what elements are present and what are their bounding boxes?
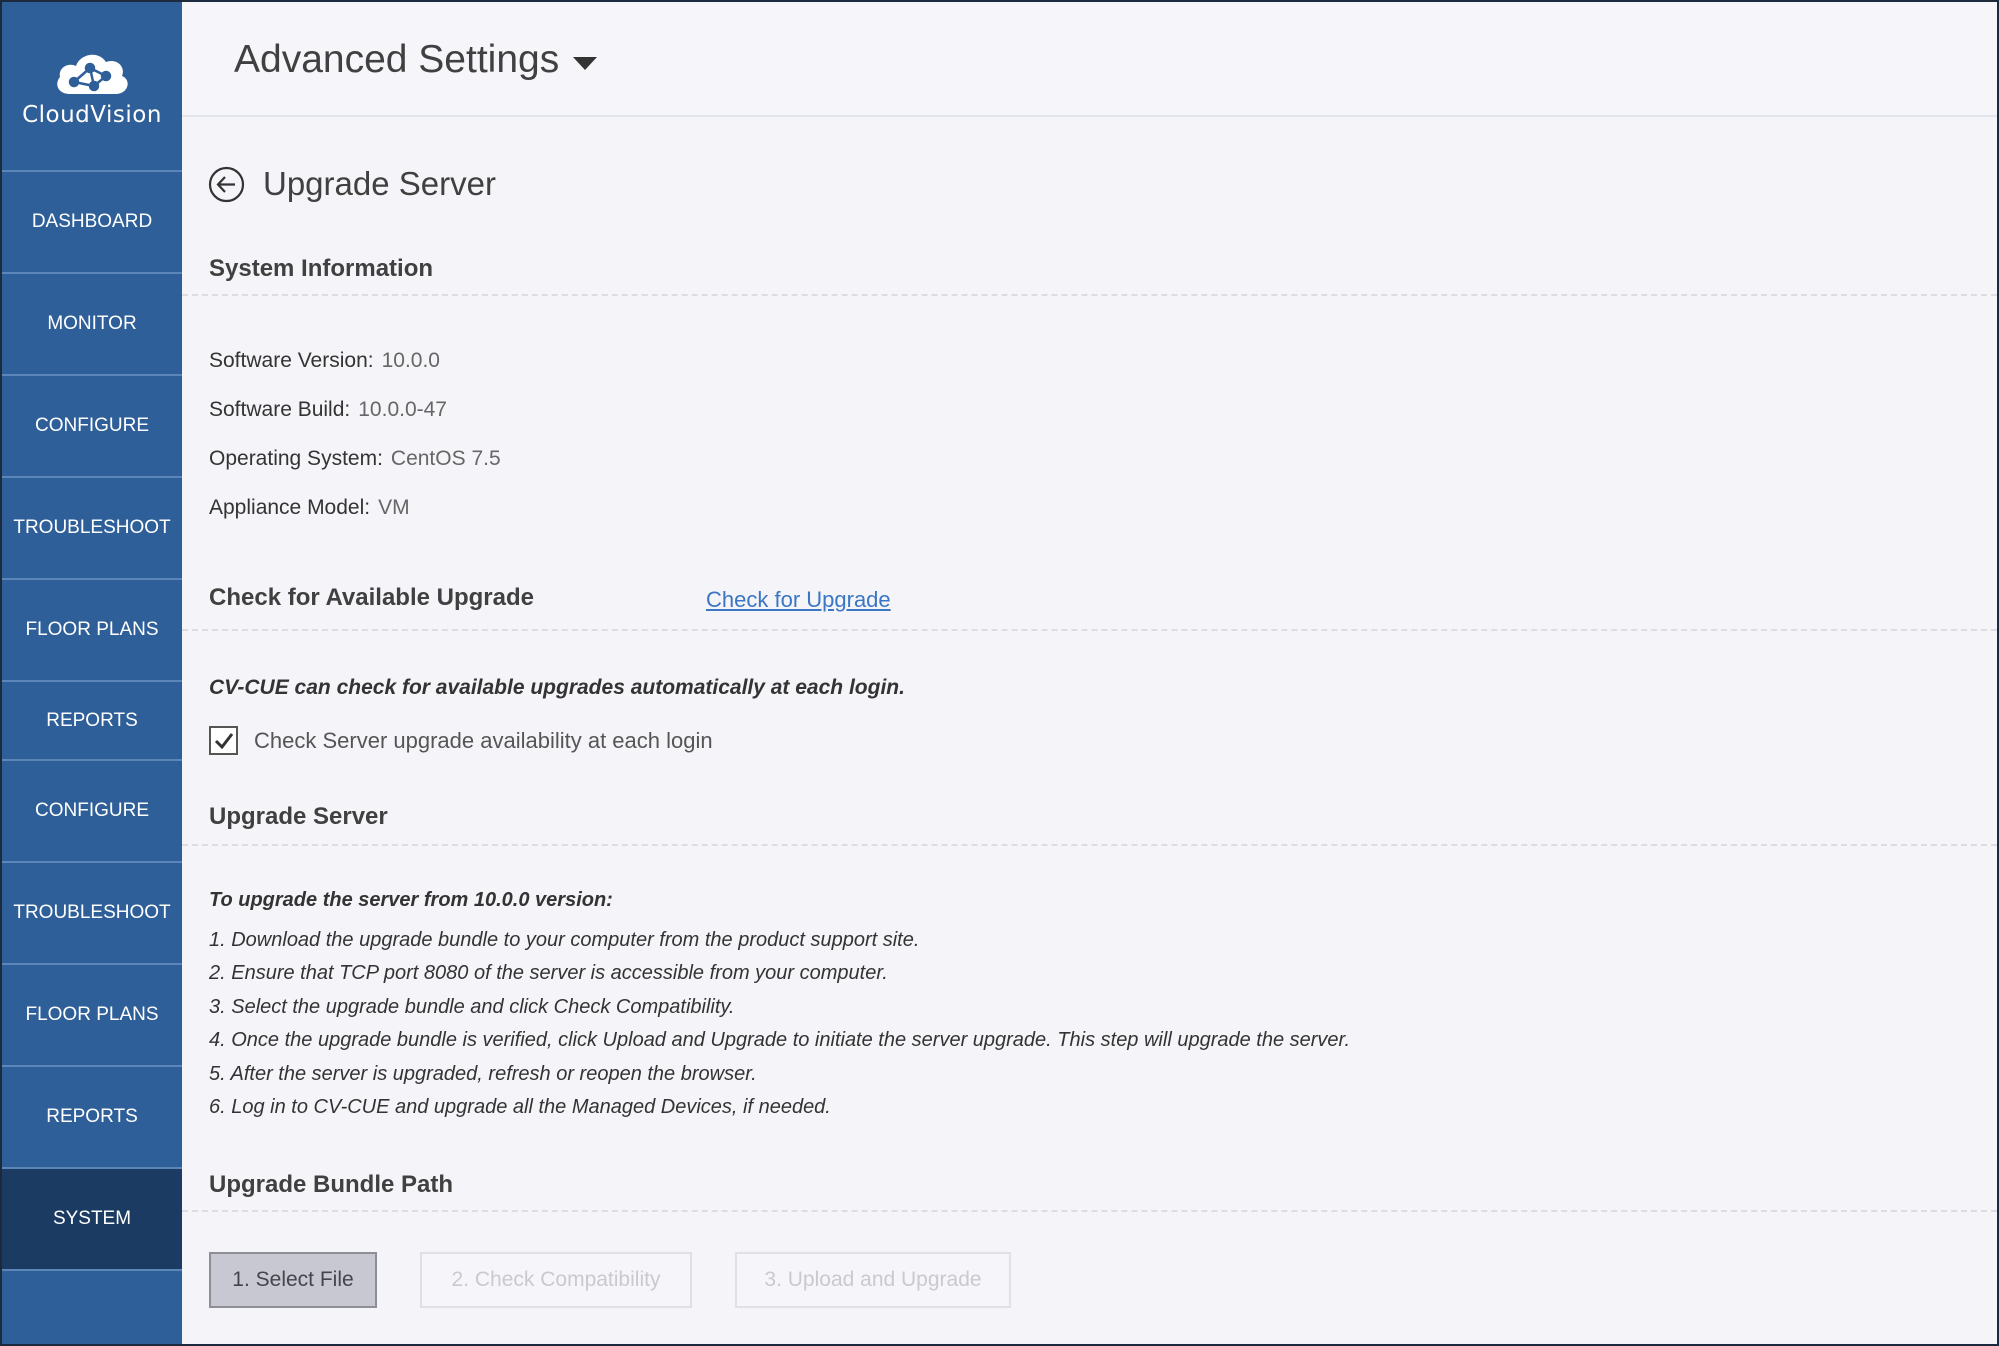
upgrade-intro: To upgrade the server from 10.0.0 version: <box>209 889 613 911</box>
settings-dropdown[interactable] <box>234 38 597 82</box>
header <box>182 2 1997 117</box>
sidebar-item-dashboard[interactable]: DASHBOARD <box>2 172 182 274</box>
main-content <box>182 117 1997 1344</box>
check-upgrade-title: Check for Available Upgrade <box>209 584 534 611</box>
auto-check-label: Check Server upgrade availability at each login <box>254 727 713 753</box>
upgrade-step: 3. Select the upgrade bundle and click Check Compatibility. <box>209 996 735 1018</box>
sidebar-item-troubleshoot[interactable]: TROUBLESHOOT <box>2 478 182 580</box>
info-value: VM <box>378 496 410 519</box>
info-label: Software Version: <box>209 349 374 372</box>
upgrade-server-title: Upgrade Server <box>209 803 388 830</box>
divider <box>182 1210 1997 1212</box>
header-title: Advanced Settings <box>234 38 560 81</box>
info-software-build <box>209 398 447 422</box>
info-value: 10.0.0-47 <box>358 398 447 421</box>
logo[interactable] <box>2 2 182 172</box>
cloud-network-icon <box>50 46 134 100</box>
auto-check-row <box>209 726 713 755</box>
upgrade-step: 5. After the server is upgraded, refresh or reopen the browser. <box>209 1063 757 1085</box>
upgrade-step: 6. Log in to CV-CUE and upgrade all the Managed Devices, if needed. <box>209 1096 831 1118</box>
divider <box>182 294 1997 296</box>
sidebar-item-floor-plans[interactable]: FLOOR PLANS <box>2 580 182 682</box>
info-operating-system <box>209 447 501 471</box>
sidebar-item-configure[interactable]: CONFIGURE <box>2 376 182 478</box>
divider <box>182 629 1997 631</box>
upgrade-step: 2. Ensure that TCP port 8080 of the server is accessible from your computer. <box>209 962 888 984</box>
info-value: CentOS 7.5 <box>390 447 501 470</box>
sidebar <box>2 2 182 1344</box>
sidebar-item-troubleshoot-2[interactable]: TROUBLESHOOT <box>2 863 182 965</box>
logo-text: CloudVision <box>22 102 162 128</box>
auto-check-note: CV-CUE can check for available upgrades automatically at each login. <box>209 676 905 699</box>
caret-down-icon <box>573 57 597 70</box>
upgrade-step: 4. Once the upgrade bundle is verified, click Upload and Upgrade to initiate the server upgrade. This step will upgrade the server. <box>209 1029 1351 1051</box>
auto-check-checkbox[interactable] <box>209 726 238 755</box>
sidebar-item-reports[interactable]: REPORTS <box>2 682 182 761</box>
sidebar-item-floor-plans-2[interactable]: FLOOR PLANS <box>2 965 182 1067</box>
page-header <box>208 165 496 203</box>
check-for-upgrade-link[interactable]: Check for Upgrade <box>706 587 891 612</box>
back-arrow-icon[interactable] <box>208 166 245 203</box>
system-info-title: System Information <box>209 255 434 282</box>
bundle-path-title: Upgrade Bundle Path <box>209 1171 454 1198</box>
page-title: Upgrade Server <box>263 165 496 202</box>
info-appliance-model <box>209 496 410 520</box>
checkmark-icon <box>213 730 235 752</box>
upload-and-upgrade-button[interactable]: 3. Upload and Upgrade <box>735 1252 1011 1308</box>
check-compatibility-button[interactable]: 2. Check Compatibility <box>420 1252 692 1308</box>
info-label: Operating System: <box>209 447 383 470</box>
sidebar-item-configure-2[interactable]: CONFIGURE <box>2 761 182 863</box>
info-software-version <box>209 349 440 373</box>
info-value: 10.0.0 <box>381 349 440 372</box>
divider <box>182 844 1997 846</box>
upgrade-step: 1. Download the upgrade bundle to your computer from the product support site. <box>209 929 920 951</box>
sidebar-item-monitor[interactable]: MONITOR <box>2 274 182 376</box>
sidebar-item-system[interactable]: SYSTEM <box>2 1169 182 1271</box>
select-file-button[interactable]: 1. Select File <box>209 1252 377 1308</box>
sidebar-item-reports-2[interactable]: REPORTS <box>2 1067 182 1169</box>
info-label: Software Build: <box>209 398 351 421</box>
info-label: Appliance Model: <box>209 496 371 519</box>
